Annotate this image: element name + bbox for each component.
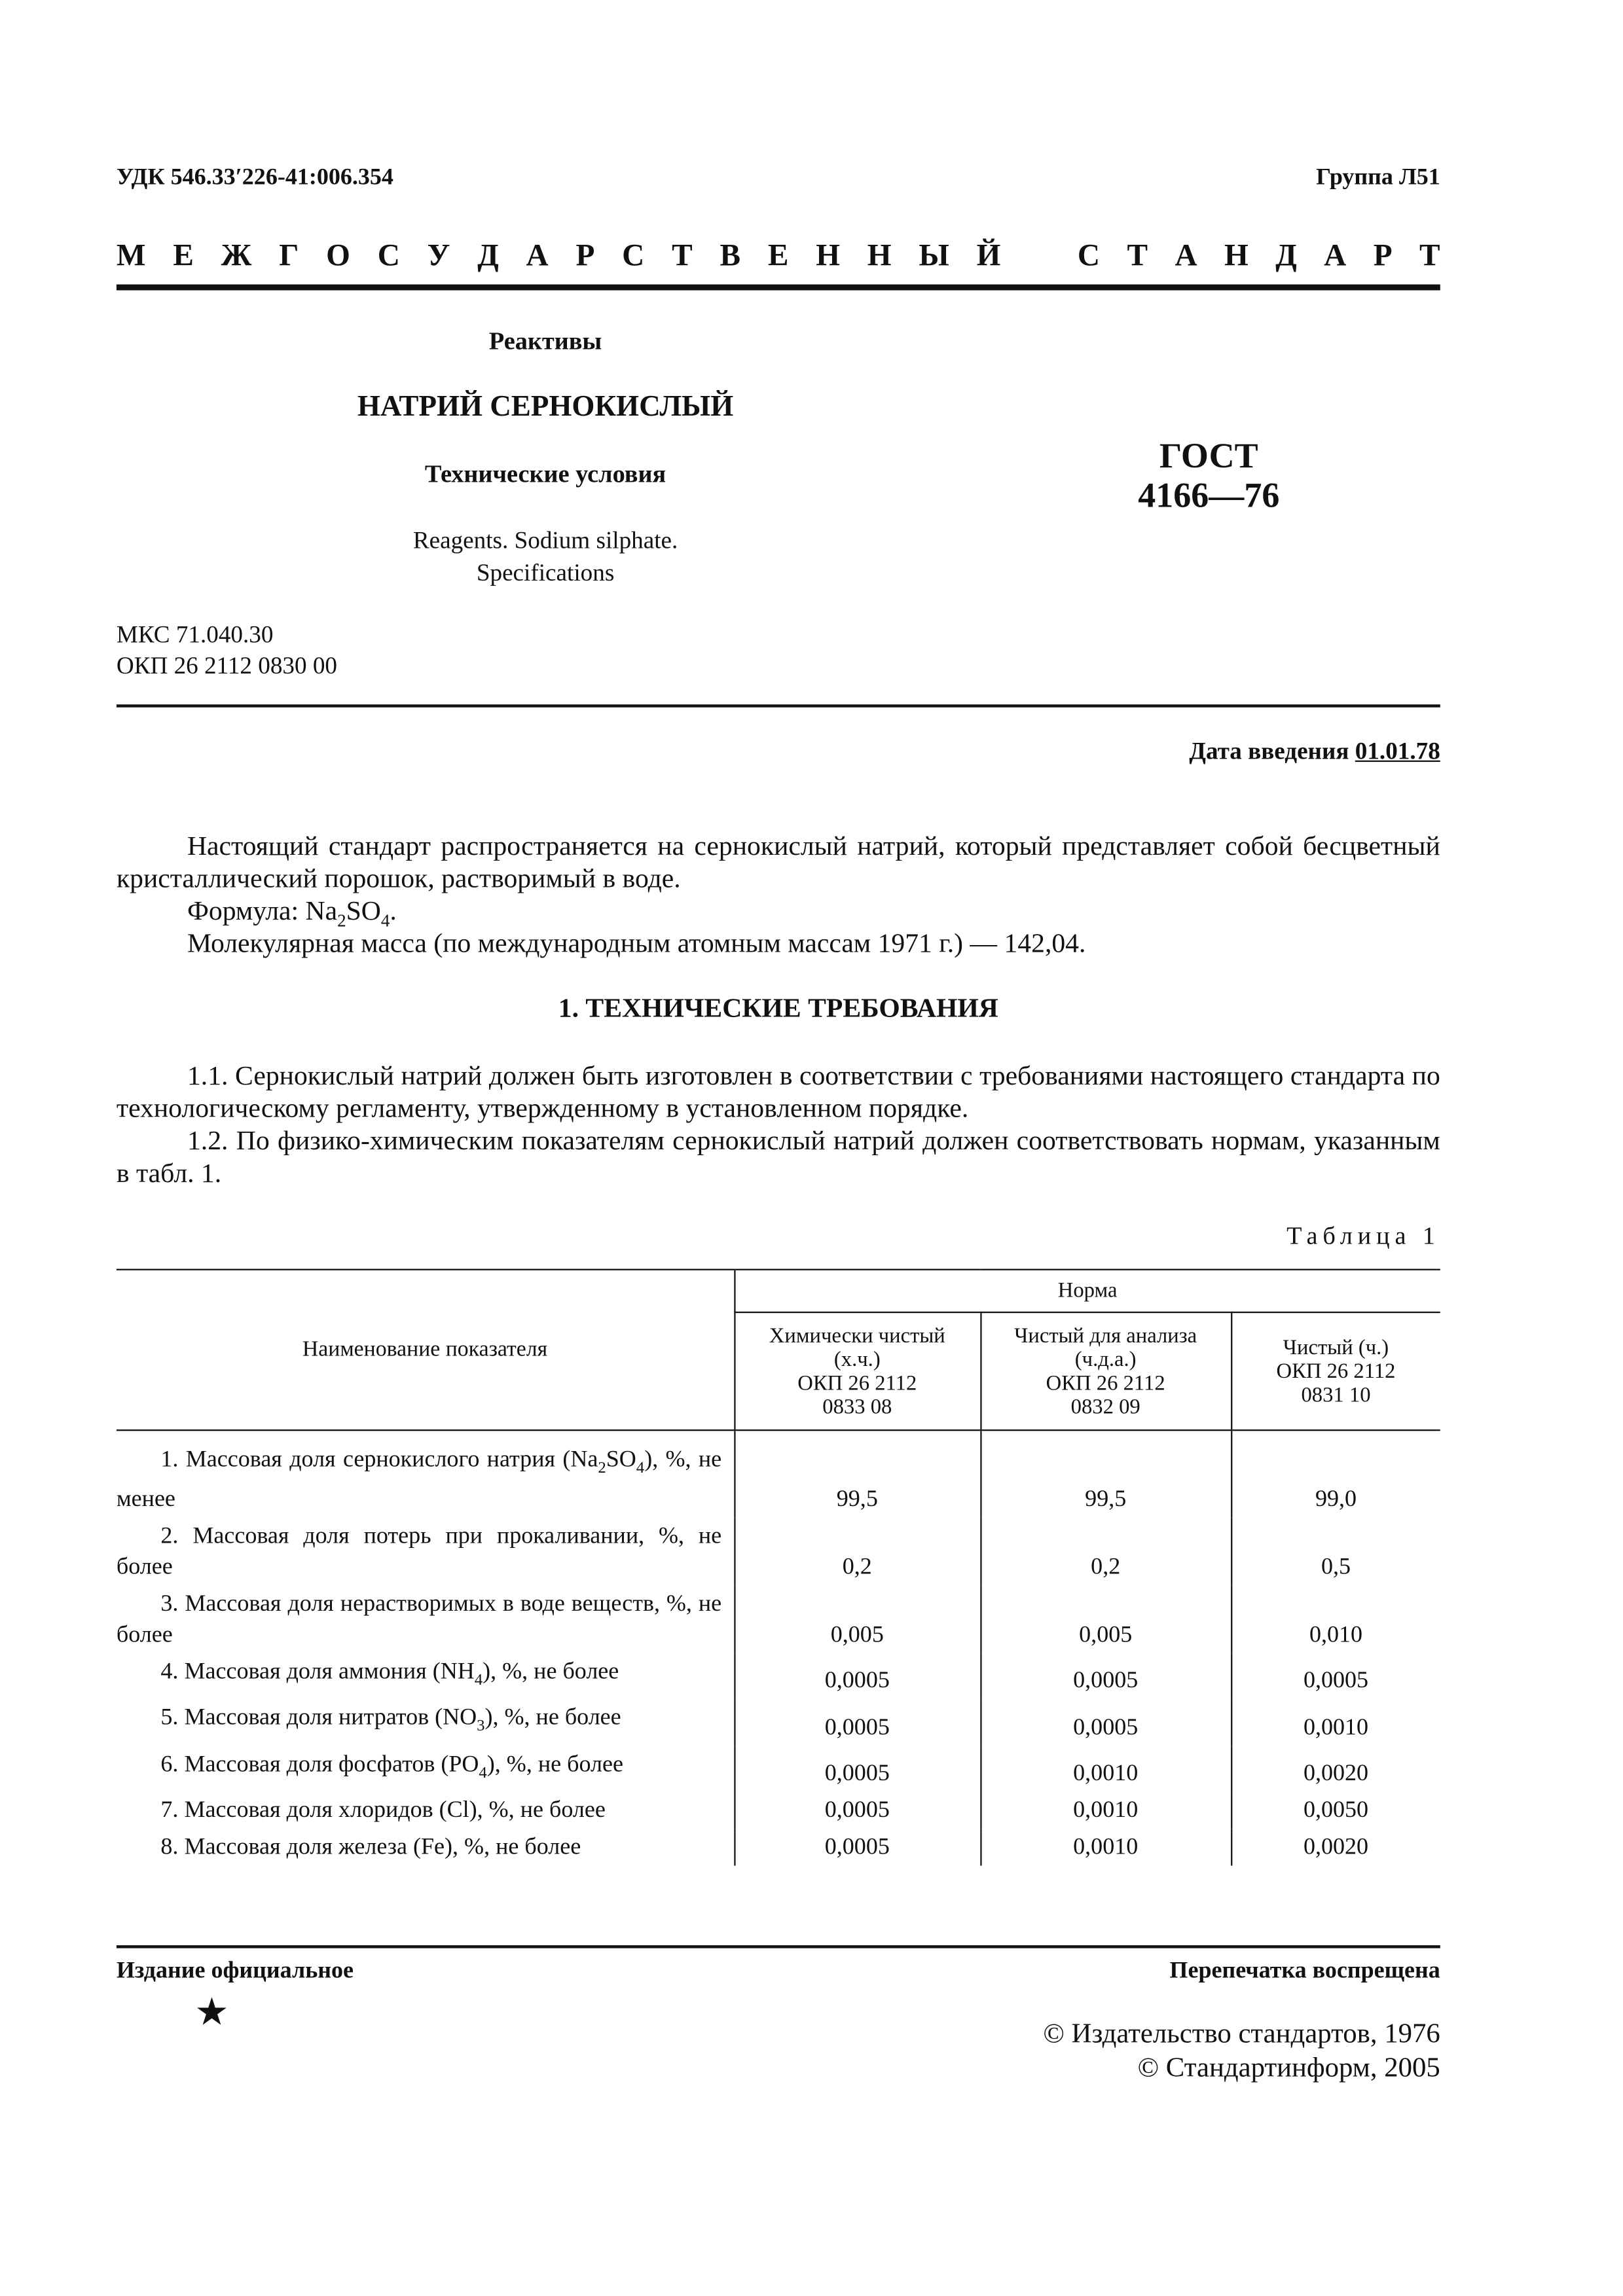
banner-word-interstate [117, 238, 1001, 274]
banner-word2-letter: С [1077, 237, 1101, 273]
column-header-grade [980, 1312, 1231, 1430]
banner-rule [117, 285, 1440, 291]
gost-label: ГОСТ [1159, 437, 1258, 476]
table-row [117, 1700, 1440, 1746]
norm-value: 0,0050 [1231, 1791, 1440, 1828]
english-title-line2: Specifications [476, 558, 615, 587]
grade-header-line: Чистый для анализа [1014, 1324, 1197, 1348]
document-subtitle: Технические условия [424, 459, 666, 488]
indicator-name: 2. Массовая доля потерь при прокаливании, %, не более [116, 1524, 722, 1581]
banner-word1-letter: Р [575, 237, 595, 273]
indicator-name: 1. Массовая доля сернокислого натрия $(Na_2SO_4)$, %, не менее [116, 1447, 722, 1513]
indicator-name: 4. Массовая доля аммония $(NH_4)$, %, не более [160, 1659, 619, 1690]
norm-value: 0,0005 [734, 1791, 980, 1828]
banner-word1-letter: У [427, 237, 450, 273]
norm-value: 0,0005 [734, 1829, 980, 1865]
banner-word1-letter: Й [976, 237, 1001, 273]
norms-table [117, 1269, 1440, 1865]
grade-header-line: ОКП 26 2112 [797, 1371, 917, 1395]
gost-number: 4166—76 [1138, 477, 1280, 516]
table-row [117, 1586, 1440, 1654]
indicator-name: 5. Массовая доля нитратов $(NO_3)$, %, не более [160, 1705, 621, 1736]
column-group-norm: Норма [734, 1270, 1440, 1312]
grade-header-line: ОКП 26 2112 [1046, 1371, 1165, 1395]
banner-word1-letter: Е [767, 237, 789, 273]
norm-value: 0,0005 [734, 1654, 980, 1700]
norm-value: 0,2 [734, 1518, 980, 1587]
copyright-line-1: © Издательство стандартов, 1976 [1043, 2018, 1440, 2050]
banner-word1-letter: М [116, 237, 146, 273]
indicator-name: 8. Массовая доля железа (Fe), %, не более [160, 1834, 581, 1859]
standard-banner [117, 238, 1440, 274]
norm-value: 0,0010 [1231, 1700, 1440, 1746]
banner-word2-letter: А [1324, 237, 1347, 273]
molecular-mass-line: Молекулярная масса (по международным атомным массам 1971 г.) — 142,04. [187, 929, 1086, 960]
indicator-name: 3. Массовая доля нерастворимых в воде веществ, %, не более [116, 1592, 722, 1648]
norm-value: 0,0020 [1231, 1829, 1440, 1865]
banner-word1-letter: Е [173, 237, 194, 273]
banner-word1-letter: Н [867, 237, 892, 273]
norm-value: 99,5 [980, 1430, 1231, 1518]
banner-word1-letter: Ы [919, 237, 949, 273]
grade-header-line: Химически чистый [769, 1324, 945, 1348]
banner-word2-letter: Т [1419, 237, 1440, 273]
banner-word1-letter: О [326, 237, 350, 273]
udk-code: УДК 546.33′226-41:006.354 [116, 165, 393, 190]
banner-word1-letter: Т [672, 237, 693, 273]
norm-value: 0,0005 [734, 1746, 980, 1791]
norm-value: 0,0010 [980, 1746, 1231, 1791]
column-header-name: Наименование показателя [117, 1270, 734, 1430]
norm-value: 0,010 [1231, 1586, 1440, 1654]
norm-value: 0,0010 [980, 1791, 1231, 1828]
banner-word1-letter: А [526, 237, 549, 273]
codes-rule [117, 704, 1440, 708]
category-title: Реактивы [488, 327, 602, 355]
norm-value: 99,5 [734, 1430, 980, 1518]
table-row [117, 1746, 1440, 1791]
banner-word1-letter: В [720, 237, 741, 273]
formula-line: Формула: $Na_2SO_4$. [187, 897, 397, 931]
column-header-grade [734, 1312, 980, 1430]
banner-word2-letter: А [1175, 237, 1197, 273]
banner-word1-letter: С [622, 237, 645, 273]
grade-header-line: 0831 10 [1301, 1383, 1371, 1407]
norm-value: 0,0005 [980, 1700, 1231, 1746]
banner-word2-letter: Р [1373, 237, 1393, 273]
table-row [117, 1829, 1440, 1865]
grade-header-line: 0832 09 [1070, 1395, 1140, 1419]
banner-word1-letter: Д [477, 237, 499, 273]
norm-value: 0,2 [980, 1518, 1231, 1587]
grade-header-line: (х.ч.) [833, 1348, 881, 1372]
norm-value: 0,0010 [980, 1829, 1231, 1865]
footer-rule [117, 1945, 1440, 1948]
scope-paragraph: Настоящий стандарт распространяется на сернокислый натрий, который представляет собой бесцветный кристаллический порошок, растворимый в воде. [116, 833, 1440, 895]
banner-word2-letter: Т [1127, 237, 1148, 273]
norm-value: 0,5 [1231, 1518, 1440, 1587]
introduction-date [1189, 737, 1440, 766]
paragraph-1-2: 1.2. По физико-химическим показателям сернокислый натрий должен соответствовать нормам, указанным в табл. 1. [116, 1127, 1440, 1190]
grade-header-line: ОКП 26 2112 [1276, 1359, 1396, 1384]
introduction-date-value: 01.01.78 [1355, 736, 1440, 765]
okp-code: ОКП 26 2112 0830 00 [116, 651, 338, 679]
english-title-line1: Reagents. Sodium silphate. [412, 526, 678, 554]
norm-value: 0,0020 [1231, 1746, 1440, 1791]
table-row [117, 1430, 1440, 1518]
banner-word1-letter: Н [816, 237, 840, 273]
grade-header-line: (ч.д.а.) [1074, 1348, 1137, 1372]
indicator-name: 7. Массовая доля хлоридов (Cl), %, не более [160, 1797, 606, 1823]
paragraph-1-1: 1.1. Сернокислый натрий должен быть изготовлен в соответствии с требованиями настоящего стандарта по технологическому регламенту, утвержденному в установленном порядке. [116, 1062, 1440, 1124]
mks-code: МКС 71.040.30 [116, 620, 274, 649]
norm-value: 0,0005 [980, 1654, 1231, 1700]
column-header-grade [1231, 1312, 1440, 1430]
grade-header-line: 0833 08 [822, 1395, 892, 1419]
norm-value: 0,005 [734, 1586, 980, 1654]
introduction-date-label: Дата введения [1189, 736, 1349, 765]
group-code: Группа Л51 [1316, 165, 1440, 190]
norm-value: 0,0005 [1231, 1654, 1440, 1700]
grade-header-line: Чистый (ч.) [1283, 1336, 1389, 1360]
official-edition: Издание официальное [116, 1958, 354, 1984]
norm-value: 0,005 [980, 1586, 1231, 1654]
banner-word2-letter: Д [1275, 237, 1297, 273]
norm-value: 99,0 [1231, 1430, 1440, 1518]
reprint-prohibited: Перепечатка воспрещена [1169, 1958, 1440, 1984]
section-heading-technical-requirements: 1. ТЕХНИЧЕСКИЕ ТРЕБОВАНИЯ [558, 994, 998, 1024]
banner-word1-letter: Г [279, 237, 299, 273]
banner-word1-letter: Ж [221, 237, 252, 273]
document-title: НАТРИЙ СЕРНОКИСЛЫЙ [357, 390, 734, 423]
table-row [117, 1518, 1440, 1587]
copyright-line-2: © Стандартинформ, 2005 [1137, 2053, 1440, 2084]
banner-word2-letter: Н [1224, 237, 1249, 273]
star-icon: ★ [194, 1990, 229, 2034]
banner-word1-letter: С [377, 237, 400, 273]
indicator-name: 6. Массовая доля фосфатов $(PO_4)$, %, не более [160, 1751, 623, 1782]
table-caption: Таблица 1 [1286, 1221, 1440, 1250]
banner-word-standard [1078, 238, 1440, 274]
table-row [117, 1791, 1440, 1828]
norm-value: 0,0005 [734, 1700, 980, 1746]
table-row [117, 1654, 1440, 1700]
